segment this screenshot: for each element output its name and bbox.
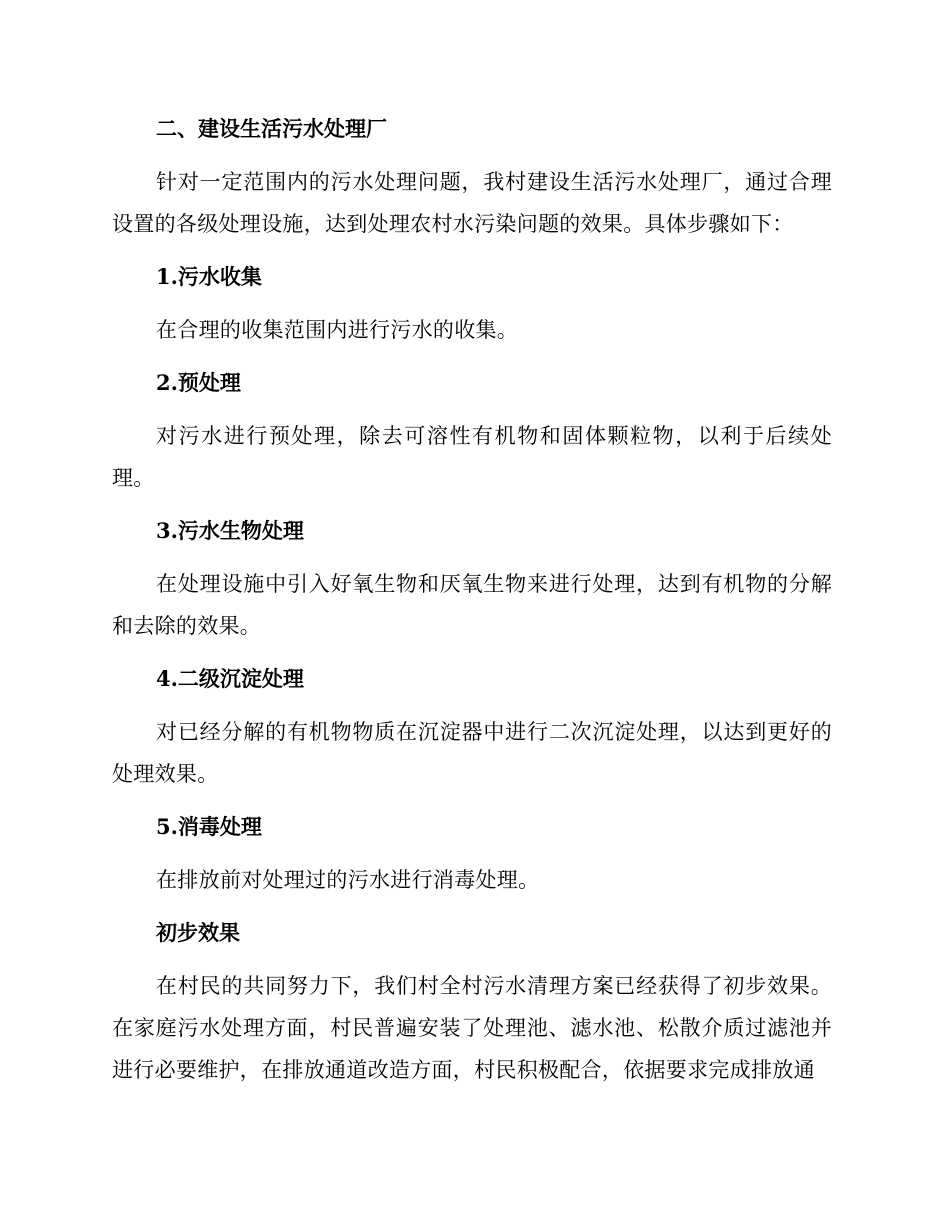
results-title: 初步效果 [156, 920, 240, 945]
step-title-2: 2.预处理 [156, 370, 241, 395]
step-text-1: 在合理的收集范围内进行污水的收集。 [156, 318, 519, 342]
step-text-2: 对污水进行预处理，除去可溶性有机物和固体颗粒物，以利于后续处理。 [112, 424, 832, 490]
step-title-4: 4.二级沉淀处理 [156, 666, 304, 691]
step-text-3: 在处理设施中引入好氧生物和厌氧生物来进行处理，达到有机物的分解和去除的效果。 [112, 572, 832, 638]
intro-paragraph: 针对一定范围内的污水处理问题，我村建设生活污水处理厂，通过合理设置的各级处理设施，达到处理农村水污染问题的效果。具体步骤如下： [112, 170, 832, 236]
section-title: 二、建设生活污水处理厂 [156, 116, 387, 141]
step-text-5: 在排放前对处理过的污水进行消毒处理。 [156, 868, 540, 892]
results-paragraph: 在村民的共同努力下，我们村全村污水清理方案已经获得了初步效果。在家庭污水处理方面，村民普遍安装了处理池、滤水池、松散介质过滤池并进行必要维护，在排放通道改造方面，村民积极配合，依据要求完成排放通 [112, 974, 832, 1082]
step-text-4: 对已经分解的有机物物质在沉淀器中进行二次沉淀处理，以达到更好的处理效果。 [112, 720, 832, 786]
step-title-5: 5.消毒处理 [156, 814, 262, 839]
step-title-1: 1.污水收集 [156, 264, 262, 289]
step-title-3: 3.污水生物处理 [156, 518, 304, 543]
document-body [112, 108, 832, 1091]
